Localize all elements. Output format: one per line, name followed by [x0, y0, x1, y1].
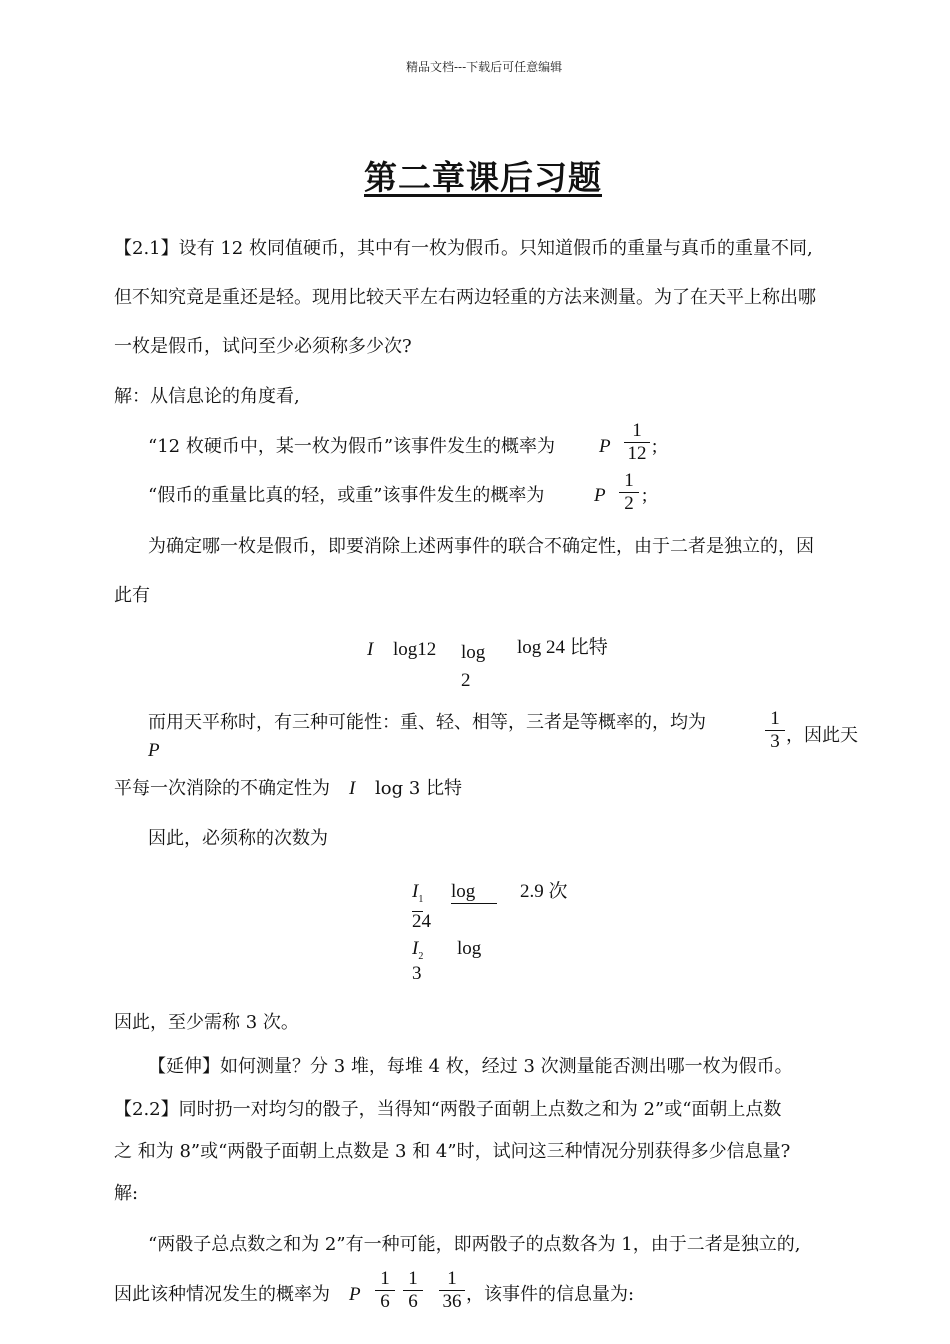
formula-1-log: log — [461, 642, 486, 663]
fraction-denominator: 6 — [408, 1291, 418, 1312]
formula-2-value: 2.9 次 — [520, 881, 568, 902]
event-2-p: P — [594, 485, 606, 506]
fraction-numerator: 1 — [619, 470, 639, 493]
line-4-end: ，该事件的信息量为: — [466, 1284, 635, 1305]
line-7-log3: log 3 比特 — [375, 778, 463, 799]
formula-2-i1 — [412, 881, 423, 912]
fraction-1-36 — [439, 1268, 465, 1313]
formula-2-i2-symbol: I — [412, 938, 419, 959]
chapter-title: 第二章课后习题 — [364, 158, 602, 197]
problem-2-1-line-3: 一枚是假币，试问至少必须称多少次? — [114, 336, 412, 357]
problem-2-2-line-2: 之 和为 8”或“两骰子面朝上点数是 3 和 4”时，试问这三种情况分别获得多少信息量? — [114, 1141, 791, 1162]
fraction-1-6-b — [403, 1268, 423, 1313]
problem-2-1-line-2: 但不知究竟是重还是轻。现用比较天平左右两边轻重的方法来测量。为了在天平上称出哪 — [114, 287, 816, 308]
line-6-p: P — [148, 740, 160, 761]
fraction-1-2 — [619, 470, 639, 515]
solution-label: 解：从信息论的角度看, — [114, 386, 300, 407]
formula-2-i1-symbol: I — [412, 881, 419, 902]
formula-2-24: 24 — [412, 911, 431, 932]
formula-2-3: 3 — [412, 963, 422, 984]
formula-1-log-base: 2 — [461, 670, 471, 691]
fraction-numerator: 1 — [765, 708, 785, 731]
fraction-numerator: 1 — [403, 1268, 423, 1291]
fraction-numerator: 1 — [439, 1268, 465, 1291]
event-1-p: P — [599, 436, 611, 457]
event-1-text: “12 枚硬币中，某一枚为假币”该事件发生的概率为 — [148, 436, 556, 457]
formula-2-i2-subscript: 2 — [418, 950, 424, 962]
problem-2-1-line-4: 为确定哪一枚是假币，即要消除上述两事件的联合不确定性，由于二者是独立的，因 — [148, 536, 814, 557]
problem-2-1-line-7: 平每一次消除的不确定性为 — [114, 778, 330, 799]
problem-2-1-line-9: 因此，至少需称 3 次。 — [114, 1012, 299, 1033]
fraction-denominator: 12 — [627, 443, 647, 464]
line-7-i: I — [349, 778, 356, 799]
line-4-p: P — [349, 1284, 361, 1305]
page-header: 精品文档---下载后可任意编辑 — [406, 60, 563, 74]
problem-2-2-line-4: 因此该种情况发生的概率为 — [114, 1284, 330, 1305]
formula-1-i: I — [367, 639, 374, 660]
formula-2-i1-subscript: 1 — [418, 893, 424, 905]
event-2-text: “假币的重量比真的轻，或重”该事件发生的概率为 — [148, 485, 545, 506]
formula-2-log-2: log — [457, 938, 482, 959]
problem-2-2-line-1: 【2.2】同时扔一对均匀的骰子，当得知“两骰子面朝上点数之和为 2”或“面朝上点数 — [114, 1099, 782, 1120]
event-1-end: ; — [652, 436, 658, 457]
solution-label-2: 解: — [114, 1183, 139, 1204]
fraction-1-12 — [624, 420, 650, 465]
fraction-denominator: 3 — [770, 731, 780, 752]
fraction-1-3 — [765, 708, 785, 753]
problem-2-1-line-6: 而用天平称时，有三种可能性：重、轻、相等，三者是等概率的，均为 — [148, 712, 706, 733]
formula-1-result: log 24 比特 — [517, 637, 608, 658]
problem-2-1-line-5: 此有 — [114, 585, 150, 606]
fraction-denominator: 6 — [380, 1291, 390, 1312]
event-2-end: ; — [642, 485, 648, 506]
formula-2-log-1: log — [451, 881, 497, 904]
fraction-numerator: 1 — [375, 1268, 395, 1291]
line-6-end: ，因此天 — [786, 725, 858, 746]
problem-2-2-line-3: “两骰子总点数之和为 2”有一种可能，即两骰子的点数各为 1，由于二者是独立的, — [148, 1234, 801, 1255]
problem-2-1-line-1: 【2.1】设有 12 枚同值硬币，其中有一枚为假币。只知道假币的重量与真币的重量不同, — [114, 238, 813, 259]
formula-1-log12: log12 — [393, 639, 437, 660]
extension-note: 【延伸】如何测量？分 3 堆，每堆 4 枚，经过 3 次测量能否测出哪一枚为假币。 — [148, 1056, 793, 1077]
fraction-denominator: 36 — [442, 1291, 462, 1312]
fraction-1-6-a — [375, 1268, 395, 1313]
problem-2-1-line-8: 因此，必须称的次数为 — [148, 828, 328, 849]
fraction-numerator: 1 — [624, 420, 650, 443]
fraction-denominator: 2 — [624, 493, 634, 514]
